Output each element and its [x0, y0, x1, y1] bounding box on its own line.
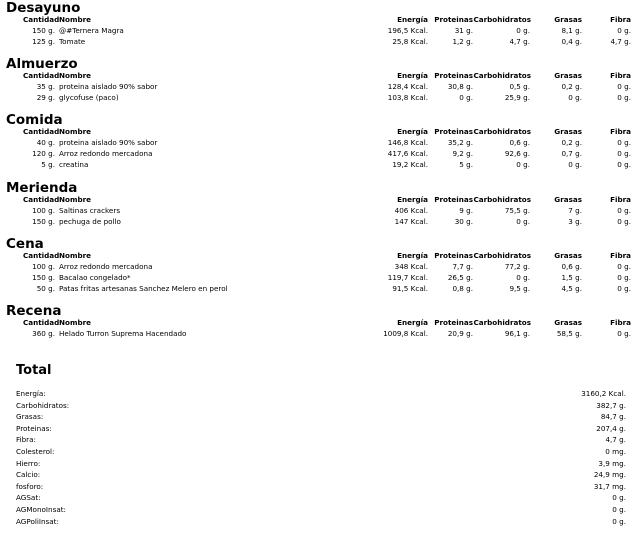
header-fibra: Fibra: [610, 127, 631, 136]
food-carbohidratos: 96,1 g.: [504, 329, 530, 338]
header-carbohidratos: Carbohidratos: [473, 15, 531, 24]
total-row: [0, 492, 641, 504]
header-fibra: Fibra: [610, 318, 631, 327]
food-cantidad: 100 g.: [32, 262, 55, 271]
header-energia: Energía: [397, 318, 428, 327]
total-label: Fibra:: [16, 435, 36, 445]
food-carbohidratos: 75,5 g.: [504, 206, 530, 215]
food-grasas: 3 g.: [568, 217, 582, 226]
food-energia: 128,4 Kcal.: [387, 82, 428, 91]
meal-header-row: [0, 70, 641, 81]
food-row: [0, 328, 641, 339]
food-fibra: 0 g.: [617, 206, 631, 215]
header-grasas: Grasas: [554, 195, 582, 204]
food-grasas: 4,5 g.: [561, 284, 582, 293]
total-title: Total: [16, 363, 52, 378]
food-proteinas: 0,8 g.: [452, 284, 473, 293]
food-grasas: 0,4 g.: [561, 37, 582, 46]
total-label: Carbohidratos:: [16, 400, 70, 410]
food-fibra: 0 g.: [617, 262, 631, 271]
food-cantidad: 150 g.: [32, 273, 55, 282]
total-label: AGMonoInsat:: [16, 505, 66, 514]
total-label: Grasas:: [16, 412, 44, 422]
total-row: [0, 423, 641, 435]
header-proteinas: Proteinas: [434, 127, 473, 136]
food-grasas: 0 g.: [568, 160, 582, 169]
food-row: [0, 148, 641, 159]
food-carbohidratos: 4,7 g.: [509, 37, 530, 46]
food-nombre: proteina aislado 90% sabor: [59, 138, 158, 147]
header-carbohidratos: Carbohidratos: [473, 195, 531, 204]
food-cantidad: 150 g.: [32, 26, 55, 35]
food-nombre: Saltinas crackers: [59, 206, 121, 215]
food-fibra: 0 g.: [617, 160, 631, 169]
total-value: 0 g.: [612, 505, 626, 514]
header-fibra: Fibra: [610, 71, 631, 80]
total-value: 0 g.: [612, 516, 626, 526]
food-fibra: 0 g.: [617, 217, 631, 226]
meal-header-row: [0, 317, 641, 328]
food-proteinas: 30 g.: [454, 217, 473, 226]
food-nombre: Arroz redondo mercadona: [59, 149, 153, 158]
total-row: [0, 400, 641, 412]
food-energia: 91,5 Kcal.: [392, 284, 428, 293]
food-nombre: Patas fritas artesanas Sanchez Melero en perol: [59, 284, 228, 293]
food-carbohidratos: 9,5 g.: [509, 284, 530, 293]
food-carbohidratos: 92,6 g.: [504, 149, 530, 158]
header-proteinas: Proteinas: [434, 195, 473, 204]
header-cantidad: Cantidad: [23, 318, 60, 327]
header-grasas: Grasas: [554, 15, 582, 24]
food-grasas: 0,2 g.: [561, 82, 582, 91]
total-value: 3,9 mg.: [598, 458, 626, 468]
food-energia: 406 Kcal.: [394, 206, 428, 215]
food-grasas: 1,5 g.: [561, 273, 582, 282]
total-label: Calcio:: [16, 470, 41, 480]
total-label: fosforo:: [16, 481, 44, 491]
food-carbohidratos: 0 g.: [516, 273, 530, 282]
header-energia: Energía: [397, 195, 428, 204]
food-energia: 1009,8 Kcal.: [383, 329, 428, 338]
header-carbohidratos: Carbohidratos: [473, 251, 531, 260]
food-nombre: creatina: [59, 160, 89, 169]
total-value: 4,7 g.: [605, 435, 626, 445]
header-proteinas: Proteinas: [434, 251, 473, 260]
food-proteinas: 9,2 g.: [452, 149, 473, 158]
food-row: [0, 137, 641, 148]
header-grasas: Grasas: [554, 127, 582, 136]
food-carbohidratos: 0 g.: [516, 160, 530, 169]
total-value: 0 g.: [612, 493, 626, 503]
food-row: [0, 36, 641, 47]
food-grasas: 7 g.: [568, 206, 582, 215]
food-proteinas: 7,7 g.: [452, 262, 473, 271]
food-proteinas: 9 g.: [459, 206, 473, 215]
food-proteinas: 31 g.: [454, 26, 473, 35]
header-nombre: Nombre: [59, 15, 92, 24]
total-value: 24,9 mg.: [593, 470, 626, 480]
food-row: [0, 205, 641, 216]
food-cantidad: 120 g.: [32, 149, 55, 158]
meal-title: Merienda: [6, 180, 78, 196]
header-energia: Energía: [397, 127, 428, 136]
meal-header-row: [0, 126, 641, 137]
food-fibra: 4,7 g.: [610, 37, 631, 46]
food-carbohidratos: 77,2 g.: [504, 262, 530, 271]
header-cantidad: Cantidad: [23, 127, 60, 136]
food-energia: 103,8 Kcal.: [387, 93, 428, 102]
meal-header-row: [0, 14, 641, 25]
meal-title: Recena: [6, 303, 62, 319]
food-grasas: 0 g.: [568, 93, 582, 102]
meal-title: Cena: [6, 236, 44, 252]
total-value: 207,4 g.: [596, 423, 626, 433]
total-row: [0, 458, 641, 470]
total-row: [0, 388, 641, 400]
header-proteinas: Proteinas: [434, 71, 473, 80]
food-row: [0, 81, 641, 92]
total-row: [0, 481, 641, 493]
food-energia: 146,8 Kcal.: [387, 138, 428, 147]
food-cantidad: 50 g.: [36, 284, 55, 293]
food-energia: 147 Kcal.: [394, 217, 428, 226]
food-energia: 19,2 Kcal.: [392, 160, 428, 169]
food-cantidad: 125 g.: [32, 37, 55, 46]
total-value: 0 mg.: [605, 447, 626, 456]
food-proteinas: 35,2 g.: [447, 138, 473, 147]
food-nombre: Bacalao congelado*: [59, 273, 131, 282]
meal-title: Comida: [6, 112, 63, 128]
food-energia: 25,8 Kcal.: [392, 37, 428, 46]
meal-title: Almuerzo: [6, 56, 78, 72]
food-carbohidratos: 0,5 g.: [509, 82, 530, 91]
food-proteinas: 30,8 g.: [447, 82, 473, 91]
header-cantidad: Cantidad: [23, 71, 60, 80]
total-value: 31,7 mg.: [593, 481, 626, 491]
header-nombre: Nombre: [59, 71, 92, 80]
food-row: [0, 92, 641, 103]
food-proteinas: 20,9 g.: [447, 329, 473, 338]
food-row: [0, 216, 641, 227]
header-proteinas: Proteinas: [434, 318, 473, 327]
food-carbohidratos: 0 g.: [516, 26, 530, 35]
food-nombre: proteina aislado 90% sabor: [59, 82, 158, 91]
header-energia: Energía: [397, 15, 428, 24]
food-energia: 417,6 Kcal.: [387, 149, 428, 158]
food-row: [0, 261, 641, 272]
food-proteinas: 0 g.: [459, 93, 473, 102]
header-grasas: Grasas: [554, 71, 582, 80]
food-nombre: Arroz redondo mercadona: [59, 262, 153, 271]
header-cantidad: Cantidad: [23, 251, 60, 260]
header-cantidad: Cantidad: [23, 195, 60, 204]
food-grasas: 0,6 g.: [561, 262, 582, 271]
food-fibra: 0 g.: [617, 82, 631, 91]
total-row: [0, 469, 641, 481]
food-nombre: glycofuse (paco): [59, 93, 119, 102]
food-proteinas: 26,5 g.: [447, 273, 473, 282]
food-fibra: 0 g.: [617, 329, 631, 338]
food-nombre: Helado Turron Suprema Hacendado: [59, 329, 187, 338]
food-row: [0, 25, 641, 36]
header-energia: Energía: [397, 71, 428, 80]
food-row: [0, 159, 641, 170]
total-value: 3160,2 Kcal.: [581, 389, 626, 398]
header-carbohidratos: Carbohidratos: [473, 318, 531, 327]
header-carbohidratos: Carbohidratos: [473, 127, 531, 136]
food-nombre: @#Ternera Magra: [59, 26, 124, 35]
total-label: Proteinas:: [16, 423, 52, 433]
header-grasas: Grasas: [554, 251, 582, 260]
header-fibra: Fibra: [610, 251, 631, 260]
food-cantidad: 5 g.: [41, 160, 55, 169]
food-carbohidratos: 0 g.: [516, 217, 530, 226]
total-label: AGPoliInsat:: [16, 516, 59, 526]
header-nombre: Nombre: [59, 127, 92, 136]
food-carbohidratos: 25,9 g.: [504, 93, 530, 102]
food-fibra: 0 g.: [617, 284, 631, 293]
food-fibra: 0 g.: [617, 138, 631, 147]
header-fibra: Fibra: [610, 15, 631, 24]
food-proteinas: 1,2 g.: [452, 37, 473, 46]
total-label: Hierro:: [16, 458, 41, 468]
food-grasas: 0,2 g.: [561, 138, 582, 147]
header-energia: Energía: [397, 251, 428, 260]
total-row: [0, 411, 641, 423]
total-value: 84,7 g.: [600, 412, 626, 422]
food-fibra: 0 g.: [617, 26, 631, 35]
food-nombre: pechuga de pollo: [59, 217, 121, 226]
food-energia: 348 Kcal.: [394, 262, 428, 271]
food-fibra: 0 g.: [617, 149, 631, 158]
food-cantidad: 35 g.: [36, 82, 55, 91]
food-cantidad: 40 g.: [36, 138, 55, 147]
header-nombre: Nombre: [59, 251, 92, 260]
total-label: AGSat:: [16, 493, 41, 503]
total-row: [0, 434, 641, 446]
food-grasas: 8,1 g.: [561, 26, 582, 35]
header-carbohidratos: Carbohidratos: [473, 71, 531, 80]
total-row: [0, 504, 641, 516]
header-nombre: Nombre: [59, 318, 92, 327]
meal-header-row: [0, 194, 641, 205]
food-fibra: 0 g.: [617, 273, 631, 282]
header-nombre: Nombre: [59, 195, 92, 204]
food-fibra: 0 g.: [617, 93, 631, 102]
food-cantidad: 150 g.: [32, 217, 55, 226]
header-proteinas: Proteinas: [434, 15, 473, 24]
food-grasas: 58,5 g.: [556, 329, 582, 338]
food-nombre: Tomate: [59, 37, 86, 46]
total-label: Energía:: [16, 389, 46, 398]
food-cantidad: 100 g.: [32, 206, 55, 215]
food-cantidad: 360 g.: [32, 329, 55, 338]
total-row: [0, 516, 641, 528]
total-value: 382,7 g.: [596, 400, 626, 410]
food-energia: 196,5 Kcal.: [387, 26, 428, 35]
total-row: [0, 446, 641, 458]
food-grasas: 0,7 g.: [561, 149, 582, 158]
header-cantidad: Cantidad: [23, 15, 60, 24]
meal-title: Desayuno: [6, 0, 81, 16]
food-energia: 119,7 Kcal.: [387, 273, 428, 282]
food-row: [0, 272, 641, 283]
total-label: Colesterol:: [16, 447, 55, 456]
food-cantidad: 29 g.: [36, 93, 55, 102]
header-fibra: Fibra: [610, 195, 631, 204]
food-carbohidratos: 0,6 g.: [509, 138, 530, 147]
meal-header-row: [0, 250, 641, 261]
food-row: [0, 283, 641, 294]
header-grasas: Grasas: [554, 318, 582, 327]
food-proteinas: 5 g.: [459, 160, 473, 169]
